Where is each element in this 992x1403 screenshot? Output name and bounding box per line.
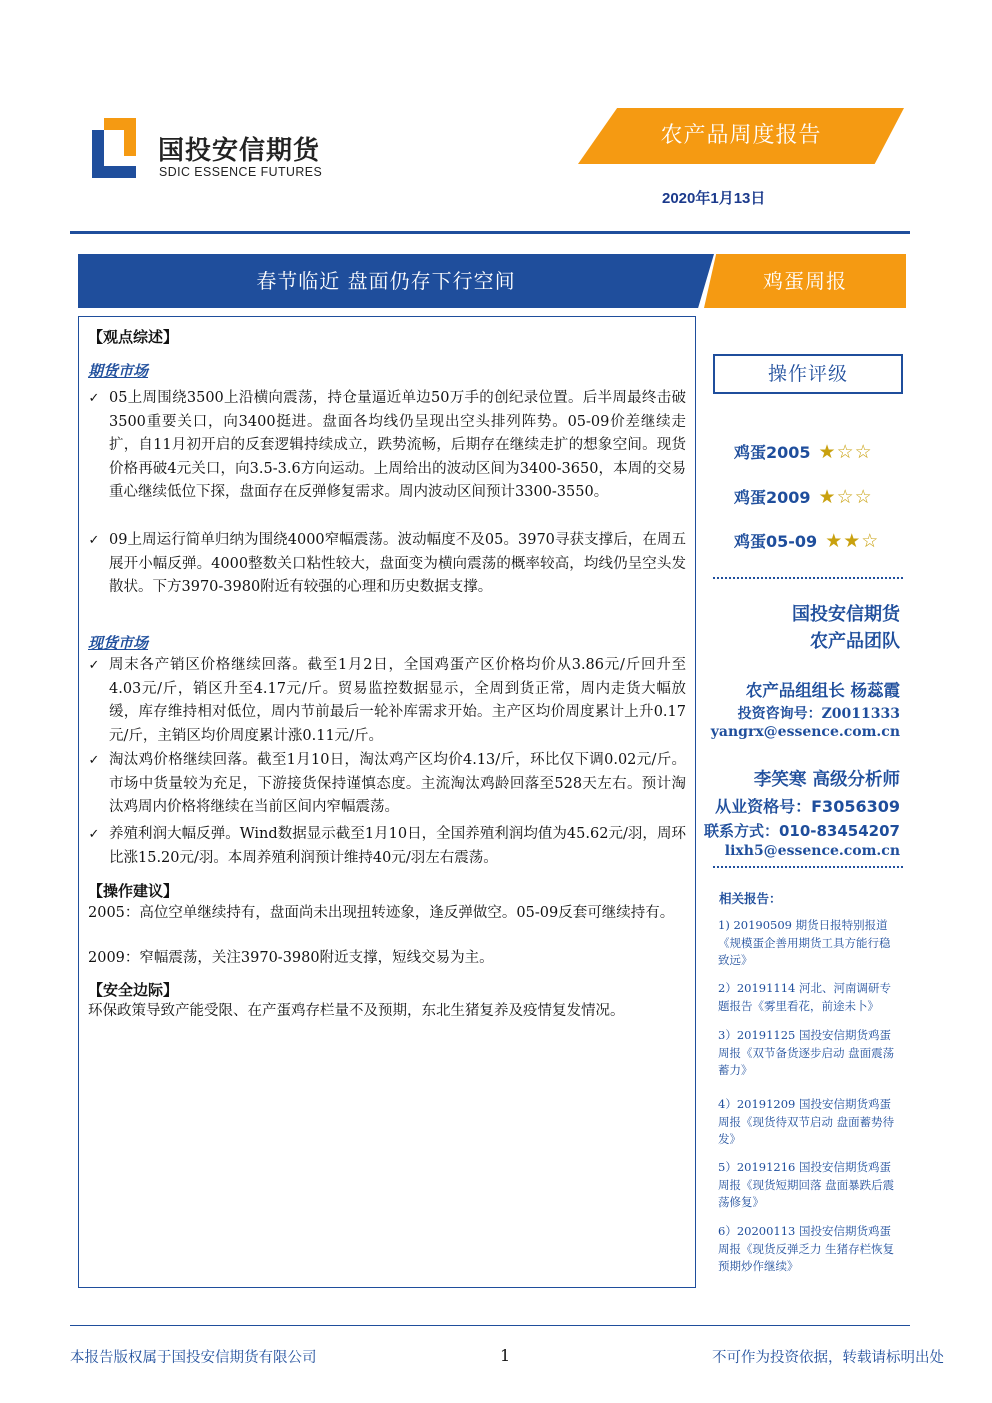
futures-market-heading: 期货市场 (88, 362, 149, 380)
advice-line: 2005：高位空单继续持有，盘面尚未出现扭转迹象，逢反弹做空。05-09反套可继续持有。 (88, 905, 675, 921)
rating-title: 操作评级 (713, 354, 903, 394)
related-report-link[interactable]: 5）20191216 国投安信期货鸡蛋周报《现货短期回落 盘面暴跌后震荡修复》 (718, 1160, 895, 1209)
header-divider (70, 231, 910, 234)
logo-chinese-name: 国投安信期货 (158, 136, 321, 166)
rating-label: 鸡蛋05-09 (734, 532, 818, 551)
spot-bullet (86, 823, 686, 870)
dotted-divider (713, 577, 903, 579)
analyst-email: lixh5@essence.com.cn (724, 843, 900, 859)
related-report-link[interactable]: 3）20191125 国投安信期货鸡蛋周报《双节备货逐步启动 盘面震荡蓄力》 (718, 1028, 895, 1077)
footer-copyright: 本报告版权属于国投安信期货有限公司 (70, 1350, 317, 1366)
logo-english-name: SDIC ESSENCE FUTURES (159, 164, 323, 179)
rating-row (734, 440, 873, 463)
star-rating-icon: ★★☆ (825, 530, 880, 552)
related-report-link[interactable]: 6）20200113 国投安信期货鸡蛋周报《现货反弹乏力 生猪存栏恢复预期炒作继续》 (718, 1224, 895, 1273)
safety-text: 环保政策导致产能受限、在产蛋鸡存栏量不及预期，东北生猪复养及疫情复发情况。 (88, 1003, 625, 1019)
bullet-text: 淘汰鸡价格继续回落。截至1月10日，淘汰鸡产区均价4.13/斤，环比仅下调0.02元/斤。市场中货量较为充足，下游接货保持谨慎态度。主流淘汰鸡龄回落至528天左右。预计淘汰鸡周内价格将继续在当前区间内窄幅震荡。 (109, 752, 686, 815)
team-company: 国投安信期货 (792, 604, 900, 625)
check-icon: ✓ (88, 753, 100, 768)
futures-bullet (86, 387, 686, 505)
check-icon: ✓ (88, 391, 100, 406)
analyst-license: 从业资格号：F3056309 (715, 797, 900, 816)
safety-heading: 【安全边际】 (88, 981, 179, 999)
dotted-divider (713, 866, 903, 868)
advice-line: 2009：窄幅震荡，关注3970-3980附近支撑，短线交易为主。 (88, 950, 494, 966)
footer-divider (70, 1325, 910, 1326)
bullet-text: 05上周围绕3500上沿横向震荡，持仓量逼近单边50万手的创纪录位置。后半周最终击破3500重要关口，向3400挺进。盘面各均线仍呈现出空头排列阵势。05-09价差继续走扩，自11月初开启的反套逻辑持续成立，跌势流畅，后期存在继续走扩的想象空间。现货价格再破4元关口，向3.5-3.6方向运动。上周给出的波动区间为3400-3650，本周的交易重心继续低位下探，盘面存在反弹修复需求。周内波动区间预计3300-3550。 (109, 390, 686, 500)
bullet-text: 养殖利润大幅反弹。Wind数据显示截至1月10日，全国养殖利润均值为45.62元/羽，周环比涨15.20元/羽。本周养殖利润预计维持40元/羽左右震荡。 (109, 826, 686, 866)
rating-label: 鸡蛋2009 (734, 488, 811, 507)
leader-license: 投资咨询号：Z0011333 (737, 706, 900, 722)
star-rating-icon: ★☆☆ (818, 441, 873, 463)
logo-mark-icon (90, 116, 138, 180)
spot-bullet (86, 749, 686, 820)
leader-title: 农产品组组长 杨蕊霞 (745, 681, 900, 700)
rating-label: 鸡蛋2005 (734, 443, 811, 462)
related-report-link[interactable]: 2）20191114 河北、河南调研专题报告《雾里看花，前途未卜》 (718, 981, 892, 1013)
leader-email: yangrx@essence.com.cn (710, 724, 900, 740)
bullet-text: 09上周运行简单归纳为围绕4000窄幅震荡。波动幅度不及05。3970寻获支撑后，在周五展开小幅反弹。4000整数关口粘性较大，盘面变为横向震荡的概率较高，均线仍呈空头发散状。下方3970-3980附近有较强的心理和历史数据支撑。 (109, 532, 686, 595)
report-category: 鸡蛋周报 (763, 269, 847, 293)
bullet-text: 周末各产销区价格继续回落。截至1月2日，全国鸡蛋产区价格均价从3.86元/斤回升至4.03元/斤，销区升至4.17元/斤。贸易监控数据显示，全周到货正常，周内走货大幅放缓，库存维持相对低位，周内节前最后一轮补库需求开始。主产区均价周度累计上升0.17元/斤，主销区均价周度累计涨0.11元/斤。 (109, 657, 686, 744)
advice-heading: 【操作建议】 (88, 882, 179, 900)
report-type: 农产品周度报告 (660, 123, 822, 148)
related-report-link[interactable]: 1) 20190509 期货日报特别报道《规模蛋企善用期货工具方能行稳致远》 (718, 918, 891, 967)
star-rating-icon: ★☆☆ (818, 486, 873, 508)
spot-market-heading: 现货市场 (88, 634, 149, 652)
report-title: 春节临近 盘面仍存下行空间 (256, 269, 516, 293)
analyst-phone: 联系方式：010-83454207 (703, 822, 900, 840)
page-number: 1 (500, 1346, 511, 1365)
spot-bullet (86, 654, 686, 748)
rating-row (734, 485, 873, 508)
summary-heading: 【观点综述】 (88, 328, 179, 346)
rating-row (734, 529, 879, 552)
check-icon: ✓ (88, 827, 100, 842)
related-report-link[interactable]: 4）20191209 国投安信期货鸡蛋周报《现货待双节启动 盘面蓄势待发》 (718, 1097, 895, 1146)
footer-disclaimer: 不可作为投资依据，转载请标明出处 (712, 1350, 944, 1366)
company-logo (90, 116, 340, 182)
check-icon: ✓ (88, 658, 100, 673)
check-icon: ✓ (88, 533, 100, 548)
futures-bullet (86, 529, 686, 600)
report-date: 2020年1月13日 (662, 190, 766, 207)
related-reports-heading: 相关报告： (719, 891, 782, 906)
team-name: 农产品团队 (810, 631, 900, 652)
analyst-title: 李笑寒 高级分析师 (753, 770, 900, 790)
